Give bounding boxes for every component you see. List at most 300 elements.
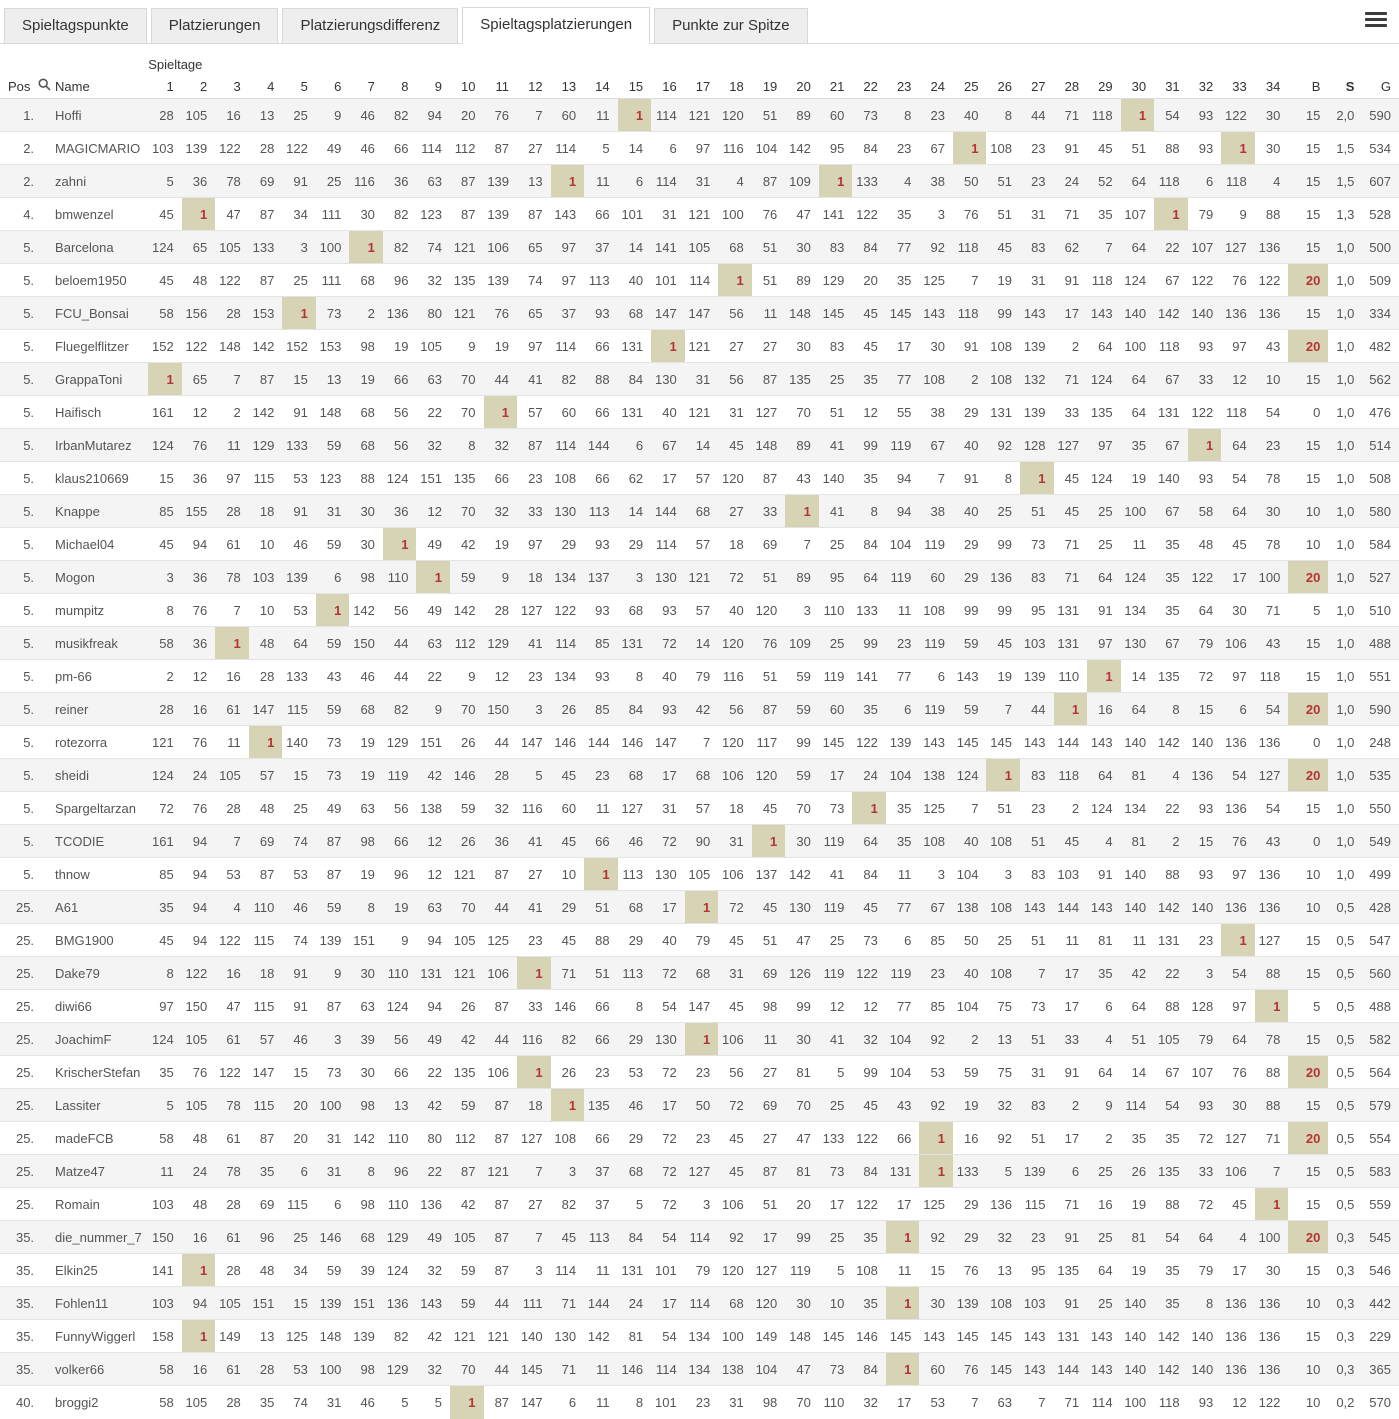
matchday-rank-cell: 58 <box>159 1361 174 1377</box>
player-name[interactable]: BMG1900 <box>55 932 114 948</box>
matchday-rank-cell: 87 <box>494 1196 510 1212</box>
matchday-rank-cell: 94 <box>427 107 442 123</box>
matchday-rank-cell: 127 <box>621 800 644 816</box>
matchday-rank-cell: 124 <box>1124 272 1147 288</box>
matchday-rank-cell: 111 <box>321 206 342 222</box>
player-name[interactable]: Knappe <box>55 503 100 519</box>
matchday-rank-cell: 25 <box>997 932 1012 948</box>
matchday-rank-cell: 17 <box>896 1394 912 1410</box>
matchday-rank-cell: 140 <box>1124 305 1147 321</box>
player-name[interactable]: TCODIE <box>55 833 105 849</box>
matchday-rank-cell: 56 <box>393 602 409 618</box>
matchday-rank-cell: 71 <box>1064 206 1080 222</box>
player-name[interactable]: Elkin25 <box>55 1262 98 1278</box>
matchday-rank-cell: 6 <box>334 569 342 585</box>
matchday-rank-cell: 94 <box>896 503 912 519</box>
table-row-reiner <box>0 693 1399 726</box>
matchday-rank-cell: 46 <box>360 107 375 123</box>
b-value-cell: 0 <box>1313 404 1321 420</box>
player-name[interactable]: Haifisch <box>55 404 102 420</box>
matchday-rank-cell: 12 <box>192 668 208 684</box>
matchday-column-header-30[interactable]: 30 <box>1131 79 1147 94</box>
matchday-rank-cell: 119 <box>890 569 912 585</box>
matchday-rank-cell: 14 <box>628 140 644 156</box>
matchday-rank-cell: 136 <box>990 1196 1012 1212</box>
player-name[interactable]: Dake79 <box>55 965 100 981</box>
matchday-rank-cell: 79 <box>1198 635 1214 651</box>
matchday-rank-cell: 81 <box>1131 1229 1147 1245</box>
player-name[interactable]: Lassiter <box>55 1097 101 1113</box>
matchday-rank-cell: 66 <box>595 998 610 1014</box>
matchday-rank-cell: 87 <box>259 272 275 288</box>
matchday-column-header-27[interactable]: 27 <box>1031 79 1046 94</box>
matchday-column-header-8[interactable]: 8 <box>401 79 409 94</box>
matchday-rank-cell: 147 <box>520 1394 543 1410</box>
matchday-rank-cell: 84 <box>863 140 878 156</box>
matchday-rank-cell: 106 <box>487 239 510 255</box>
matchday-column-header-7[interactable]: 7 <box>367 79 375 94</box>
b-value-cell: 5 <box>1313 998 1321 1014</box>
matchday-rank-cell: 26 <box>1131 1163 1147 1179</box>
matchday-rank-cell: 130 <box>554 1328 577 1344</box>
matchday-column-header-14[interactable]: 14 <box>595 79 610 94</box>
matchday-rank-cell-first-place: 1 <box>685 1023 719 1056</box>
matchday-rank-cell: 143 <box>1090 1361 1113 1377</box>
b-value-cell: 15 <box>1305 932 1321 948</box>
matchday-rank-cell: 79 <box>1198 206 1214 222</box>
player-name[interactable]: Matze47 <box>55 1163 105 1179</box>
matchday-rank-cell: 77 <box>896 239 912 255</box>
matchday-rank-cell: 88 <box>1265 1064 1281 1080</box>
matchday-rank-cell: 118 <box>957 239 979 255</box>
matchday-rank-cell: 17 <box>662 1295 677 1311</box>
player-name[interactable]: pm-66 <box>55 668 92 684</box>
name-column-header[interactable]: Name <box>38 72 148 99</box>
matchday-rank-cell: 81 <box>796 1163 811 1179</box>
matchday-rank-cell: 28 <box>159 107 174 123</box>
matchday-rank-cell: 70 <box>461 404 476 420</box>
matchday-rank-cell: 65 <box>192 371 208 387</box>
matchday-rank-cell: 134 <box>688 1361 711 1377</box>
matchday-rank-cell: 8 <box>635 1394 644 1410</box>
matchday-rank-cell: 7 <box>971 800 979 816</box>
matchday-rank-cell: 67 <box>1165 371 1180 387</box>
table-row-klaus210669 <box>0 462 1399 495</box>
matchday-column-header-11[interactable]: 11 <box>495 79 510 94</box>
player-name[interactable]: volker66 <box>55 1361 105 1377</box>
matchday-rank-cell: 17 <box>829 767 845 783</box>
matchday-rank-cell-first-place: 1 <box>1221 924 1255 957</box>
matchday-rank-cell: 61 <box>226 536 241 552</box>
matchday-column-header-2[interactable]: 2 <box>200 79 208 94</box>
player-name[interactable]: zahni <box>55 173 87 189</box>
matchday-rank-cell: 19 <box>1131 1196 1147 1212</box>
matchday-rank-cell: 77 <box>896 668 912 684</box>
matchday-rank-cell: 66 <box>595 404 610 420</box>
tab-platzierungsdifferenz[interactable]: Platzierungsdifferenz <box>282 8 458 43</box>
table-row-die_nummer_7 <box>0 1221 1399 1254</box>
matchday-column-header-4[interactable]: 4 <box>267 79 275 94</box>
player-name[interactable]: Hoffi <box>55 107 82 123</box>
matchday-column-header-23[interactable]: 23 <box>896 79 912 94</box>
player-name[interactable]: Spargeltarzan <box>55 800 136 816</box>
matchday-rank-cell: 110 <box>387 1196 409 1212</box>
matchday-rank-cell: 110 <box>387 569 409 585</box>
matchday-rank-cell: 45 <box>1064 503 1080 519</box>
matchday-rank-cell: 60 <box>829 107 845 123</box>
player-name[interactable]: reiner <box>55 701 89 717</box>
player-name[interactable]: Fluegelflitzer <box>55 338 129 354</box>
matchday-rank-cell: 81 <box>1131 833 1147 849</box>
s-value-cell: 1,0 <box>1336 800 1355 816</box>
matchday-rank-cell: 25 <box>1098 503 1113 519</box>
matchday-column-header-15[interactable]: 15 <box>628 79 644 94</box>
matchday-rank-cell: 47 <box>796 1361 811 1377</box>
matchday-rank-cell: 76 <box>192 602 208 618</box>
matchday-rank-cell: 64 <box>1131 173 1147 189</box>
matchday-rank-cell: 5 <box>401 1394 409 1410</box>
matchday-rank-cell: 98 <box>360 1097 375 1113</box>
matchday-rank-cell: 30 <box>360 1064 375 1080</box>
player-name[interactable]: MAGICMARIO <box>55 140 141 156</box>
matchday-rank-cell: 71 <box>561 965 577 981</box>
matchday-rank-cell: 111 <box>522 1295 543 1311</box>
s-value-cell: 1,5 <box>1336 173 1355 189</box>
matchday-rank-cell: 122 <box>219 272 241 288</box>
matchday-rank-cell: 30 <box>1232 602 1247 618</box>
player-name[interactable]: Fohlen11 <box>55 1295 109 1311</box>
matchday-rank-cell: 133 <box>822 1130 845 1146</box>
matchday-rank-cell: 153 <box>319 338 342 354</box>
matchday-column-header-34[interactable]: 34 <box>1265 79 1281 94</box>
matchday-rank-cell: 49 <box>427 1229 442 1245</box>
matchday-rank-cell: 69 <box>762 965 778 981</box>
matchday-rank-cell: 146 <box>554 998 577 1014</box>
matchday-rank-cell: 122 <box>185 965 208 981</box>
matchday-rank-cell: 114 <box>655 173 677 189</box>
matchday-rank-cell: 35 <box>1165 536 1180 552</box>
player-name[interactable]: KrischerStefan <box>55 1064 141 1080</box>
matchday-rank-cell: 25 <box>829 932 845 948</box>
matchday-rank-cell: 6 <box>904 932 912 948</box>
matchday-rank-cell: 7 <box>971 272 979 288</box>
matchday-rank-cell: 99 <box>997 602 1012 618</box>
matchday-rank-cell: 136 <box>1258 734 1281 750</box>
player-name[interactable]: beloem1950 <box>55 272 127 288</box>
matchday-rank-cell: 112 <box>454 1130 476 1146</box>
player-name[interactable]: die_nummer_7 <box>55 1229 142 1245</box>
player-name[interactable]: Romain <box>55 1196 100 1212</box>
matchday-rank-cell: 114 <box>655 107 677 123</box>
matchday-rank-cell: 71 <box>1064 569 1080 585</box>
matchday-rank-cell: 19 <box>1131 470 1147 486</box>
g-value-cell: 564 <box>1369 1064 1391 1080</box>
matchday-rank-cell: 131 <box>1057 1328 1080 1344</box>
g-value-cell: 550 <box>1369 800 1391 816</box>
matchday-rank-cell: 96 <box>393 272 409 288</box>
position-cell: 2. <box>23 173 35 189</box>
matchday-rank-cell: 35 <box>1098 206 1113 222</box>
player-name[interactable]: GrappaToni <box>55 371 123 387</box>
matchday-rank-cell: 82 <box>393 239 409 255</box>
matchday-rank-cell: 91 <box>1064 140 1080 156</box>
matchday-rank-cell: 16 <box>192 701 208 717</box>
matchday-column-header-6[interactable]: 6 <box>334 79 342 94</box>
matchday-rank-cell: 76 <box>1232 1064 1247 1080</box>
matchday-rank-cell: 122 <box>1191 404 1214 420</box>
player-name[interactable]: broggi2 <box>55 1394 99 1410</box>
player-name[interactable]: musikfreak <box>55 635 118 651</box>
matchday-column-header-17[interactable]: 17 <box>695 79 711 94</box>
matchday-rank-cell: 114 <box>421 140 442 156</box>
matchday-rank-cell: 87 <box>494 1262 510 1278</box>
matchday-rank-cell: 71 <box>1064 1394 1080 1410</box>
matchday-rank-cell: 136 <box>1258 899 1281 915</box>
matchday-rank-cell: 131 <box>1157 932 1180 948</box>
table-row-Lassiter <box>0 1089 1399 1122</box>
matchday-column-header-1[interactable]: 1 <box>166 79 174 94</box>
tab-spieltagspunkte[interactable]: Spieltagspunkte <box>4 8 147 43</box>
matchday-rank-cell: 70 <box>796 800 811 816</box>
matchday-column-header-28[interactable]: 28 <box>1064 79 1080 94</box>
matchday-rank-cell: 51 <box>829 404 845 420</box>
matchday-rank-cell: 122 <box>1225 107 1247 123</box>
b-column-header: B <box>1311 79 1321 94</box>
player-name[interactable]: madeFCB <box>55 1130 114 1146</box>
player-name[interactable]: A61 <box>55 899 79 915</box>
matchday-rank-cell: 143 <box>554 206 577 222</box>
matchday-column-header-18[interactable]: 18 <box>729 79 744 94</box>
matchday-column-header-5[interactable]: 5 <box>300 79 308 94</box>
matchday-rank-cell: 10 <box>259 536 275 552</box>
matchday-rank-cell: 146 <box>554 734 577 750</box>
matchday-rank-cell: 87 <box>461 1163 476 1179</box>
matchday-rank-cell: 85 <box>595 701 610 717</box>
player-name[interactable]: mumpitz <box>55 602 105 618</box>
player-name[interactable]: rotezorra <box>55 734 108 750</box>
matchday-rank-cell: 108 <box>923 833 945 849</box>
matchday-rank-cell: 100 <box>1258 1229 1281 1245</box>
player-name[interactable]: klaus210669 <box>55 470 129 486</box>
matchday-rank-cell: 45 <box>159 272 174 288</box>
matchday-rank-cell: 141 <box>822 206 845 222</box>
matchday-rank-cell: 143 <box>1023 899 1046 915</box>
player-name[interactable]: diwi66 <box>55 998 92 1014</box>
matchday-column-header-16[interactable]: 16 <box>662 79 677 94</box>
matchday-rank-cell: 31 <box>326 1130 342 1146</box>
s-value-cell: 1,0 <box>1336 272 1355 288</box>
player-name[interactable]: Mogon <box>55 569 95 585</box>
matchday-rank-cell: 66 <box>595 470 610 486</box>
g-value-cell: 528 <box>1369 206 1391 222</box>
matchday-rank-cell: 11 <box>596 107 610 123</box>
matchday-rank-cell: 118 <box>1158 338 1180 354</box>
table-row-Fohlen11 <box>0 1287 1399 1320</box>
matchday-rank-cell: 91 <box>1064 272 1080 288</box>
matchday-rank-cell: 139 <box>956 1295 979 1311</box>
matchday-rank-cell: 42 <box>427 1328 442 1344</box>
matchday-rank-cell: 51 <box>1031 833 1046 849</box>
matchday-rank-cell: 136 <box>1225 305 1247 321</box>
player-name[interactable]: IrbanMutarez <box>55 437 132 453</box>
matchday-rank-cell: 143 <box>420 1295 442 1311</box>
matchday-rank-cell: 33 <box>528 998 543 1014</box>
matchday-rank-cell: 19 <box>494 338 510 354</box>
matchday-rank-cell: 13 <box>528 173 543 189</box>
matchday-rank-cell: 7 <box>1105 239 1113 255</box>
matchday-rank-cell: 29 <box>561 536 577 552</box>
matchday-rank-cell: 30 <box>1232 1097 1247 1113</box>
matchday-column-header-31[interactable]: 31 <box>1165 79 1180 94</box>
matchday-column-header-12[interactable]: 12 <box>528 79 543 94</box>
matchday-column-header-9[interactable]: 9 <box>434 79 442 94</box>
matchday-column-header-32[interactable]: 32 <box>1198 79 1214 94</box>
matchday-rank-cell: 110 <box>387 1130 409 1146</box>
matchday-column-header-24[interactable]: 24 <box>930 79 945 94</box>
matchday-rank-cell-first-place: 1 <box>1020 462 1054 495</box>
matchday-rank-cell: 108 <box>554 470 577 486</box>
matchday-rank-cell: 87 <box>494 1229 510 1245</box>
matchday-rank-cell: 103 <box>152 140 174 156</box>
matchday-rank-cell: 129 <box>487 635 510 651</box>
matchday-rank-cell: 30 <box>1265 503 1281 519</box>
player-name[interactable]: FCU_Bonsai <box>55 305 129 321</box>
matchday-rank-cell: 73 <box>326 1064 342 1080</box>
tab-punkte-zur-spitze[interactable]: Punkte zur Spitze <box>654 8 808 43</box>
matchday-column-header-13[interactable]: 13 <box>561 79 577 94</box>
matchday-column-header-3[interactable]: 3 <box>233 79 241 94</box>
matchday-column-header-20[interactable]: 20 <box>796 79 811 94</box>
b-value-cell: 10 <box>1305 536 1321 552</box>
matchday-rank-cell: 69 <box>762 536 778 552</box>
matchday-rank-cell-first-place: 1 <box>819 165 853 198</box>
matchday-rank-cell: 44 <box>393 668 409 684</box>
matchday-rank-cell: 98 <box>360 1196 375 1212</box>
matchday-rank-cell: 88 <box>595 371 610 387</box>
matchday-rank-cell: 46 <box>628 1097 644 1113</box>
matchday-rank-cell: 17 <box>896 1196 912 1212</box>
matchday-rank-cell: 94 <box>427 932 442 948</box>
s-value-cell: 1,0 <box>1336 668 1355 684</box>
matchday-rank-cell: 41 <box>528 833 543 849</box>
s-value-cell: 2,0 <box>1336 107 1355 123</box>
matchday-rank-cell: 143 <box>1090 734 1113 750</box>
g-value-cell: 534 <box>1369 140 1391 156</box>
matchday-rank-cell: 15 <box>293 371 308 387</box>
matchday-rank-cell: 24 <box>628 1295 644 1311</box>
matchday-column-header-19[interactable]: 19 <box>762 79 778 94</box>
matchday-rank-cell: 71 <box>1064 1196 1080 1212</box>
matchday-rank-cell: 19 <box>360 371 375 387</box>
position-cell: 5. <box>23 701 35 717</box>
matchday-rank-cell: 100 <box>1124 338 1147 354</box>
matchday-rank-cell: 136 <box>1258 1328 1281 1344</box>
matchday-rank-cell: 11 <box>763 1031 778 1047</box>
matchday-rank-cell: 138 <box>923 767 945 783</box>
matchday-rank-cell: 93 <box>1198 800 1214 816</box>
matchday-rank-cell: 23 <box>595 1064 610 1080</box>
matchday-rank-cell: 105 <box>219 1295 241 1311</box>
matchday-rank-cell: 133 <box>286 437 308 453</box>
matchday-rank-cell: 23 <box>528 470 543 486</box>
matchday-rank-cell: 3 <box>535 1262 543 1278</box>
player-name[interactable]: FunnyWiggerl <box>55 1328 136 1344</box>
matchday-column-header-25[interactable]: 25 <box>964 79 979 94</box>
g-column-header: G <box>1380 79 1391 94</box>
matchday-rank-cell: 130 <box>554 503 577 519</box>
matchday-rank-cell: 4 <box>1105 1031 1113 1047</box>
matchday-rank-cell: 114 <box>655 536 677 552</box>
matchday-rank-cell: 41 <box>829 503 845 519</box>
matchday-rank-cell: 136 <box>1258 866 1281 882</box>
matchday-column-header-29[interactable]: 29 <box>1098 79 1113 94</box>
player-name[interactable]: sheidi <box>55 767 90 783</box>
matchday-column-header-33[interactable]: 33 <box>1232 79 1247 94</box>
matchday-rank-cell: 3 <box>300 239 308 255</box>
player-name[interactable]: bmwenzel <box>55 206 114 222</box>
matchday-rank-cell: 5 <box>837 1262 845 1278</box>
matchday-rank-cell: 76 <box>762 206 778 222</box>
matchday-rank-cell: 116 <box>521 800 543 816</box>
matchday-rank-cell: 156 <box>185 305 208 321</box>
matchday-column-header-10[interactable]: 10 <box>461 79 476 94</box>
tab-platzierungen[interactable]: Platzierungen <box>151 8 279 43</box>
matchday-column-header-22[interactable]: 22 <box>863 79 878 94</box>
matchday-rank-cell: 107 <box>1124 206 1147 222</box>
matchday-column-header-21[interactable]: 21 <box>829 79 845 94</box>
matchday-rank-cell: 91 <box>1064 1295 1080 1311</box>
matchday-column-header-26[interactable]: 26 <box>997 79 1012 94</box>
player-name[interactable]: Michael04 <box>55 536 115 552</box>
matchday-rank-cell: 115 <box>253 1097 275 1113</box>
matchday-rank-cell: 35 <box>863 371 878 387</box>
matchday-rank-cell: 105 <box>453 932 476 948</box>
b-value-cell: 10 <box>1305 866 1321 882</box>
matchday-rank-cell: 56 <box>729 701 744 717</box>
g-value-cell: 514 <box>1369 437 1391 453</box>
matchday-rank-cell: 72 <box>159 800 174 816</box>
matchday-rank-cell: 87 <box>326 833 342 849</box>
player-name[interactable]: thnow <box>55 866 90 882</box>
matchday-rank-cell: 15 <box>1198 701 1214 717</box>
search-icon[interactable] <box>38 78 51 94</box>
matchday-rank-cell: 30 <box>796 1031 811 1047</box>
matchday-rank-cell: 93 <box>1198 866 1214 882</box>
matchday-rank-cell: 115 <box>287 701 308 717</box>
matchday-rank-cell: 64 <box>1098 767 1113 783</box>
matchday-rank-cell: 20 <box>293 1097 308 1113</box>
tab-spieltagsplatzierungen[interactable]: Spieltagsplatzierungen <box>462 7 650 44</box>
matchday-rank-cell: 56 <box>729 1064 744 1080</box>
player-name[interactable]: JoachimF <box>55 1031 112 1047</box>
matchday-rank-cell: 84 <box>628 701 644 717</box>
matchday-rank-cell: 32 <box>863 1394 878 1410</box>
table-row-FCU_Bonsai <box>0 297 1399 330</box>
table-row-A61 <box>0 891 1399 924</box>
player-name[interactable]: Barcelona <box>55 239 114 255</box>
matchday-rank-cell: 66 <box>393 140 409 156</box>
matchday-rank-cell: 25 <box>293 1229 308 1245</box>
b-value-cell: 15 <box>1305 437 1321 453</box>
matchday-rank-cell: 64 <box>1098 1064 1113 1080</box>
s-value-cell: 0,3 <box>1336 1295 1355 1311</box>
matchday-rank-cell: 31 <box>1031 1064 1046 1080</box>
matchday-rank-cell: 98 <box>360 833 375 849</box>
s-value-cell: 1,0 <box>1336 536 1355 552</box>
matchday-rank-cell: 8 <box>1172 701 1180 717</box>
hamburger-menu-icon[interactable] <box>1363 7 1389 32</box>
matchday-rank-cell: 105 <box>219 239 241 255</box>
